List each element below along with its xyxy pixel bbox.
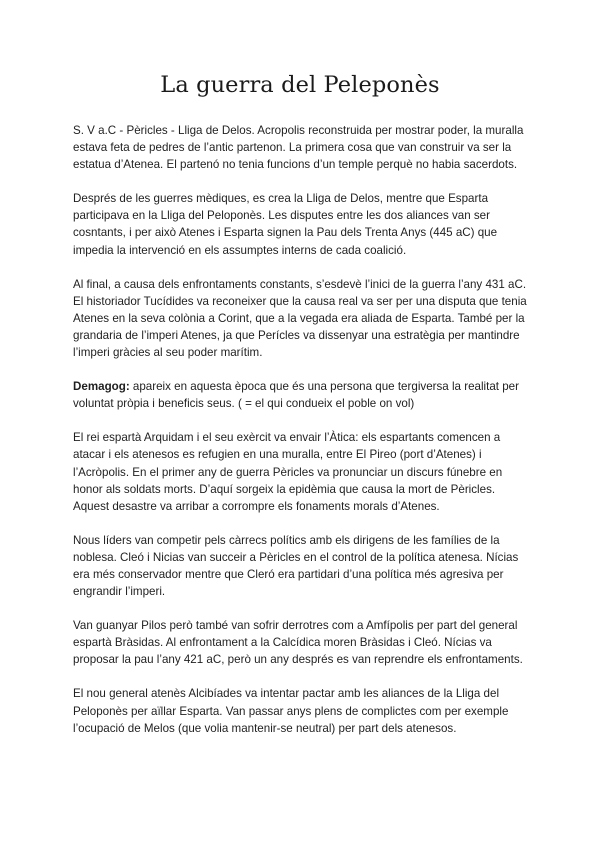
paragraph-pericles: S. V a.C - Pèricles - Lliga de Delos. Acropolis reconstruida per mostrar poder, la muralla estava feta de pedres de l’antic partenon. La primera cosa que van construir va ser la estatua d’Atenea. El partenó no tenia funcions d’un temple perquè no habia sacerdots. (73, 124, 524, 172)
document-body (73, 122, 531, 754)
paragraph-lliga-de-delos: Després de les guerres mèdiques, es crea la Lliga de Delos, mentre que Esparta participava en la Lliga del Peloponès. Les disputes entre les dos aliances van ser cosntants, i per això Atenes i Esparta signen la Pau dels Trenta Anys (445 aC) que impedia la intervenció en els assumptes interns de cada coalició. (73, 192, 498, 257)
paragraph-inici-guerra: Al final, a causa dels enfrontaments constants, s’esdevè l’inici de la guerra l’any 431 aC. El historiador Tucídides va reconeixer que la causa real va ser per una disputa que tenia Atenes en la seva colònia a Corint, que a la vegada era aliada de Esparta. També per la grandaria de l’imperi Atenes, ja que Perícles va dissenyar una estratègia per mantindre l’imperi gràcies al seu poder marítim. (73, 277, 527, 360)
paragraph-pilos: Van guanyar Pilos però també van sofrir derrotres com a Amfípolis per part del general espartà Bràsidas. Al enfrontament a la Calcídica moren Bràsidas i Cleó. Nícias va proposar la pau l’any 421 aC, però un any després es van reprendre els enfrontaments. (73, 619, 523, 667)
paragraph-arquidam: El rei espartà Arquidam i el seu exèrcit va envair l’Àtica: els espartants comencen a atacar i els atenesos es refugien en una muralla, entre El Pireo (port d’Atenes) i l’Acròpolis. En el primer any de guerra Pèricles va pronunciar un discurs fúnebre en honor als soldats morts. D’aquí sorgeix la epidèmia que causa la mort de Pèricles. Aquest desastre va arribar a corrompre els fonaments morals d’Atenes. (73, 431, 503, 513)
definition-term: Demagog: (73, 380, 130, 394)
paragraph-nous-liders: Nous líders van competir pels càrrecs polítics amb els dirigens de les famílies de la noblesa. Cleó i Nicias van succeir a Pèricles en el control de la política atenesa. Nícias era més conservador mentre que Cleró era partidari d’una política més agresiva per engrandir l’imperi. (73, 533, 519, 599)
paragraph-alcibiades: El nou general atenès Alcibíades va intentar pactar amb les aliances de la Lliga del Peloponès per aïllar Esparta. Van passar anys plens de complictes com per exemple l’ocupació de Melos (que volia mantenir-se neutral) per part dels atenesos. (73, 687, 509, 735)
definition-text: apareix en aquesta època que és una persona que tergiversa la realitat per voluntat pròpia i beneficis seus. ( = el qui condueix el poble on vol) (73, 380, 519, 411)
definition-demagog (73, 378, 531, 412)
document-title: La guerra del Peleponès (160, 72, 440, 98)
